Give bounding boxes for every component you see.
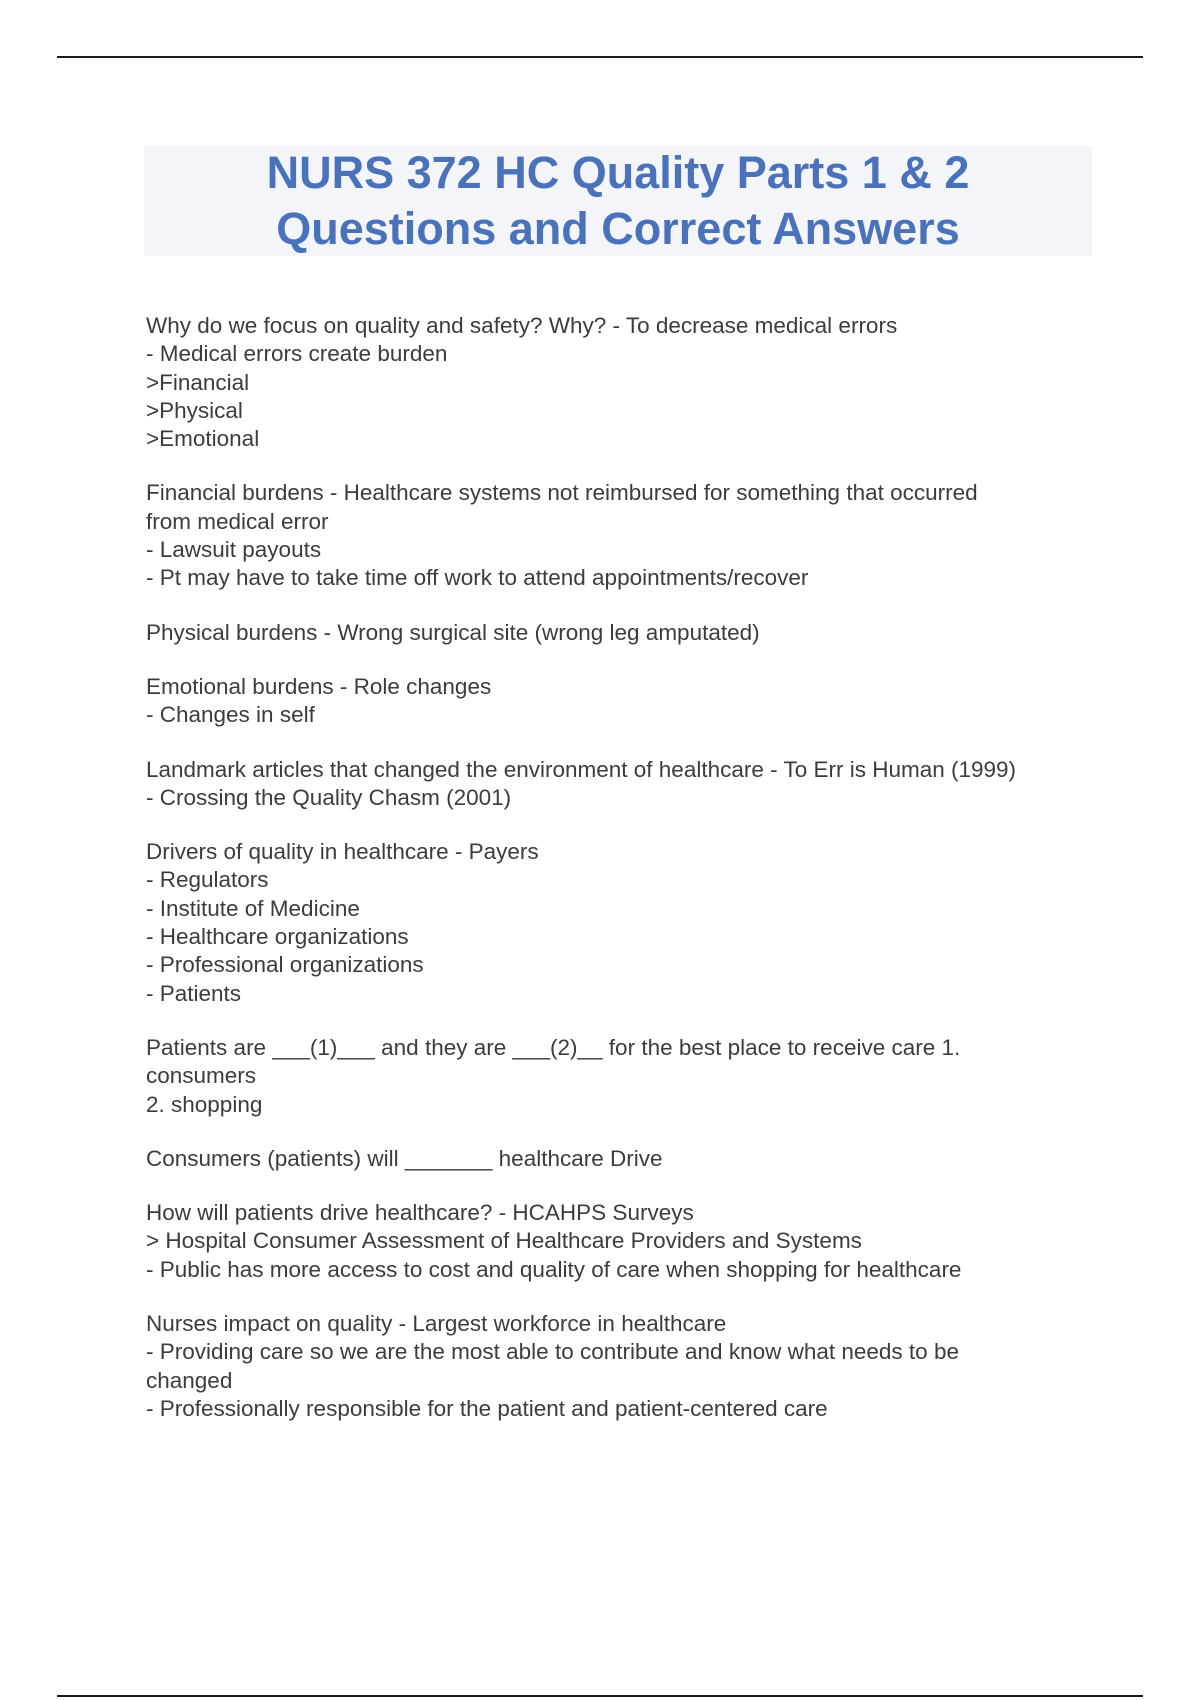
- qa-answer-line: - Patients: [146, 980, 242, 1006]
- title-banner: [144, 146, 1092, 256]
- qa-question-line: Physical burdens - Wrong surgical site (wrong leg amputated): [146, 619, 760, 645]
- qa-question-line: Drivers of quality in healthcare - Payers: [146, 839, 539, 865]
- top-rule: [57, 56, 1143, 58]
- qa-item: [146, 1310, 1086, 1423]
- qa-question-line: Patients are ___(1)___ and they are ___(2)__ for the best place to receive care 1.: [146, 1034, 961, 1060]
- qa-answer-line: >Financial: [146, 369, 250, 395]
- qa-item: [146, 479, 1086, 592]
- qa-answer-line: from medical error: [146, 508, 329, 534]
- qa-answer-line: - Changes in self: [146, 702, 315, 728]
- qa-answer-line: - Professionally responsible for the patient and patient-centered care: [146, 1395, 828, 1421]
- qa-list: [146, 312, 1086, 1449]
- qa-answer-line: consumers: [146, 1063, 257, 1089]
- qa-question-line: Nurses impact on quality - Largest workforce in healthcare: [146, 1311, 727, 1337]
- qa-question-line: Financial burdens - Healthcare systems not reimbursed for something that occurred: [146, 480, 978, 506]
- qa-question-line: Emotional burdens - Role changes: [146, 673, 492, 699]
- qa-item: [146, 619, 1086, 647]
- qa-answer-line: - Public has more access to cost and quality of care when shopping for healthcare: [146, 1256, 962, 1282]
- qa-question-line: Landmark articles that changed the environment of healthcare - To Err is Human (1999): [146, 756, 1017, 782]
- qa-question-line: Consumers (patients) will _______ healthcare Drive: [146, 1145, 663, 1171]
- qa-item: [146, 312, 1086, 453]
- qa-answer-line: - Healthcare organizations: [146, 924, 409, 950]
- qa-item: [146, 673, 1086, 730]
- qa-answer-line: - Providing care so we are the most able to contribute and know what needs to be: [146, 1339, 959, 1365]
- qa-item: [146, 756, 1086, 813]
- qa-question-line: How will patients drive healthcare? - HCAHPS Surveys: [146, 1200, 694, 1226]
- qa-answer-line: - Professional organizations: [146, 952, 424, 978]
- qa-answer-line: changed: [146, 1367, 233, 1393]
- qa-answer-line: - Institute of Medicine: [146, 895, 360, 921]
- qa-answer-line: >Physical: [146, 397, 243, 423]
- qa-answer-line: 2. shopping: [146, 1091, 263, 1117]
- qa-item: [146, 1145, 1086, 1173]
- qa-answer-line: - Crossing the Quality Chasm (2001): [146, 784, 512, 810]
- qa-item: [146, 1199, 1086, 1284]
- qa-answer-line: >Emotional: [146, 426, 260, 452]
- qa-answer-line: - Lawsuit payouts: [146, 537, 322, 563]
- qa-item: [146, 838, 1086, 1008]
- qa-answer-line: - Pt may have to take time off work to attend appointments/recover: [146, 565, 809, 591]
- document-title-line-1: NURS 372 HC Quality Parts 1 & 2: [266, 147, 970, 198]
- document-title-line-2: Questions and Correct Answers: [276, 203, 960, 254]
- bottom-rule: [57, 1695, 1143, 1697]
- qa-question-line: Why do we focus on quality and safety? Why? - To decrease medical errors: [146, 313, 898, 338]
- qa-answer-line: - Regulators: [146, 867, 269, 893]
- qa-answer-line: > Hospital Consumer Assessment of Healthcare Providers and Systems: [146, 1228, 862, 1254]
- qa-answer-line: - Medical errors create burden: [146, 341, 448, 367]
- qa-item: [146, 1034, 1086, 1119]
